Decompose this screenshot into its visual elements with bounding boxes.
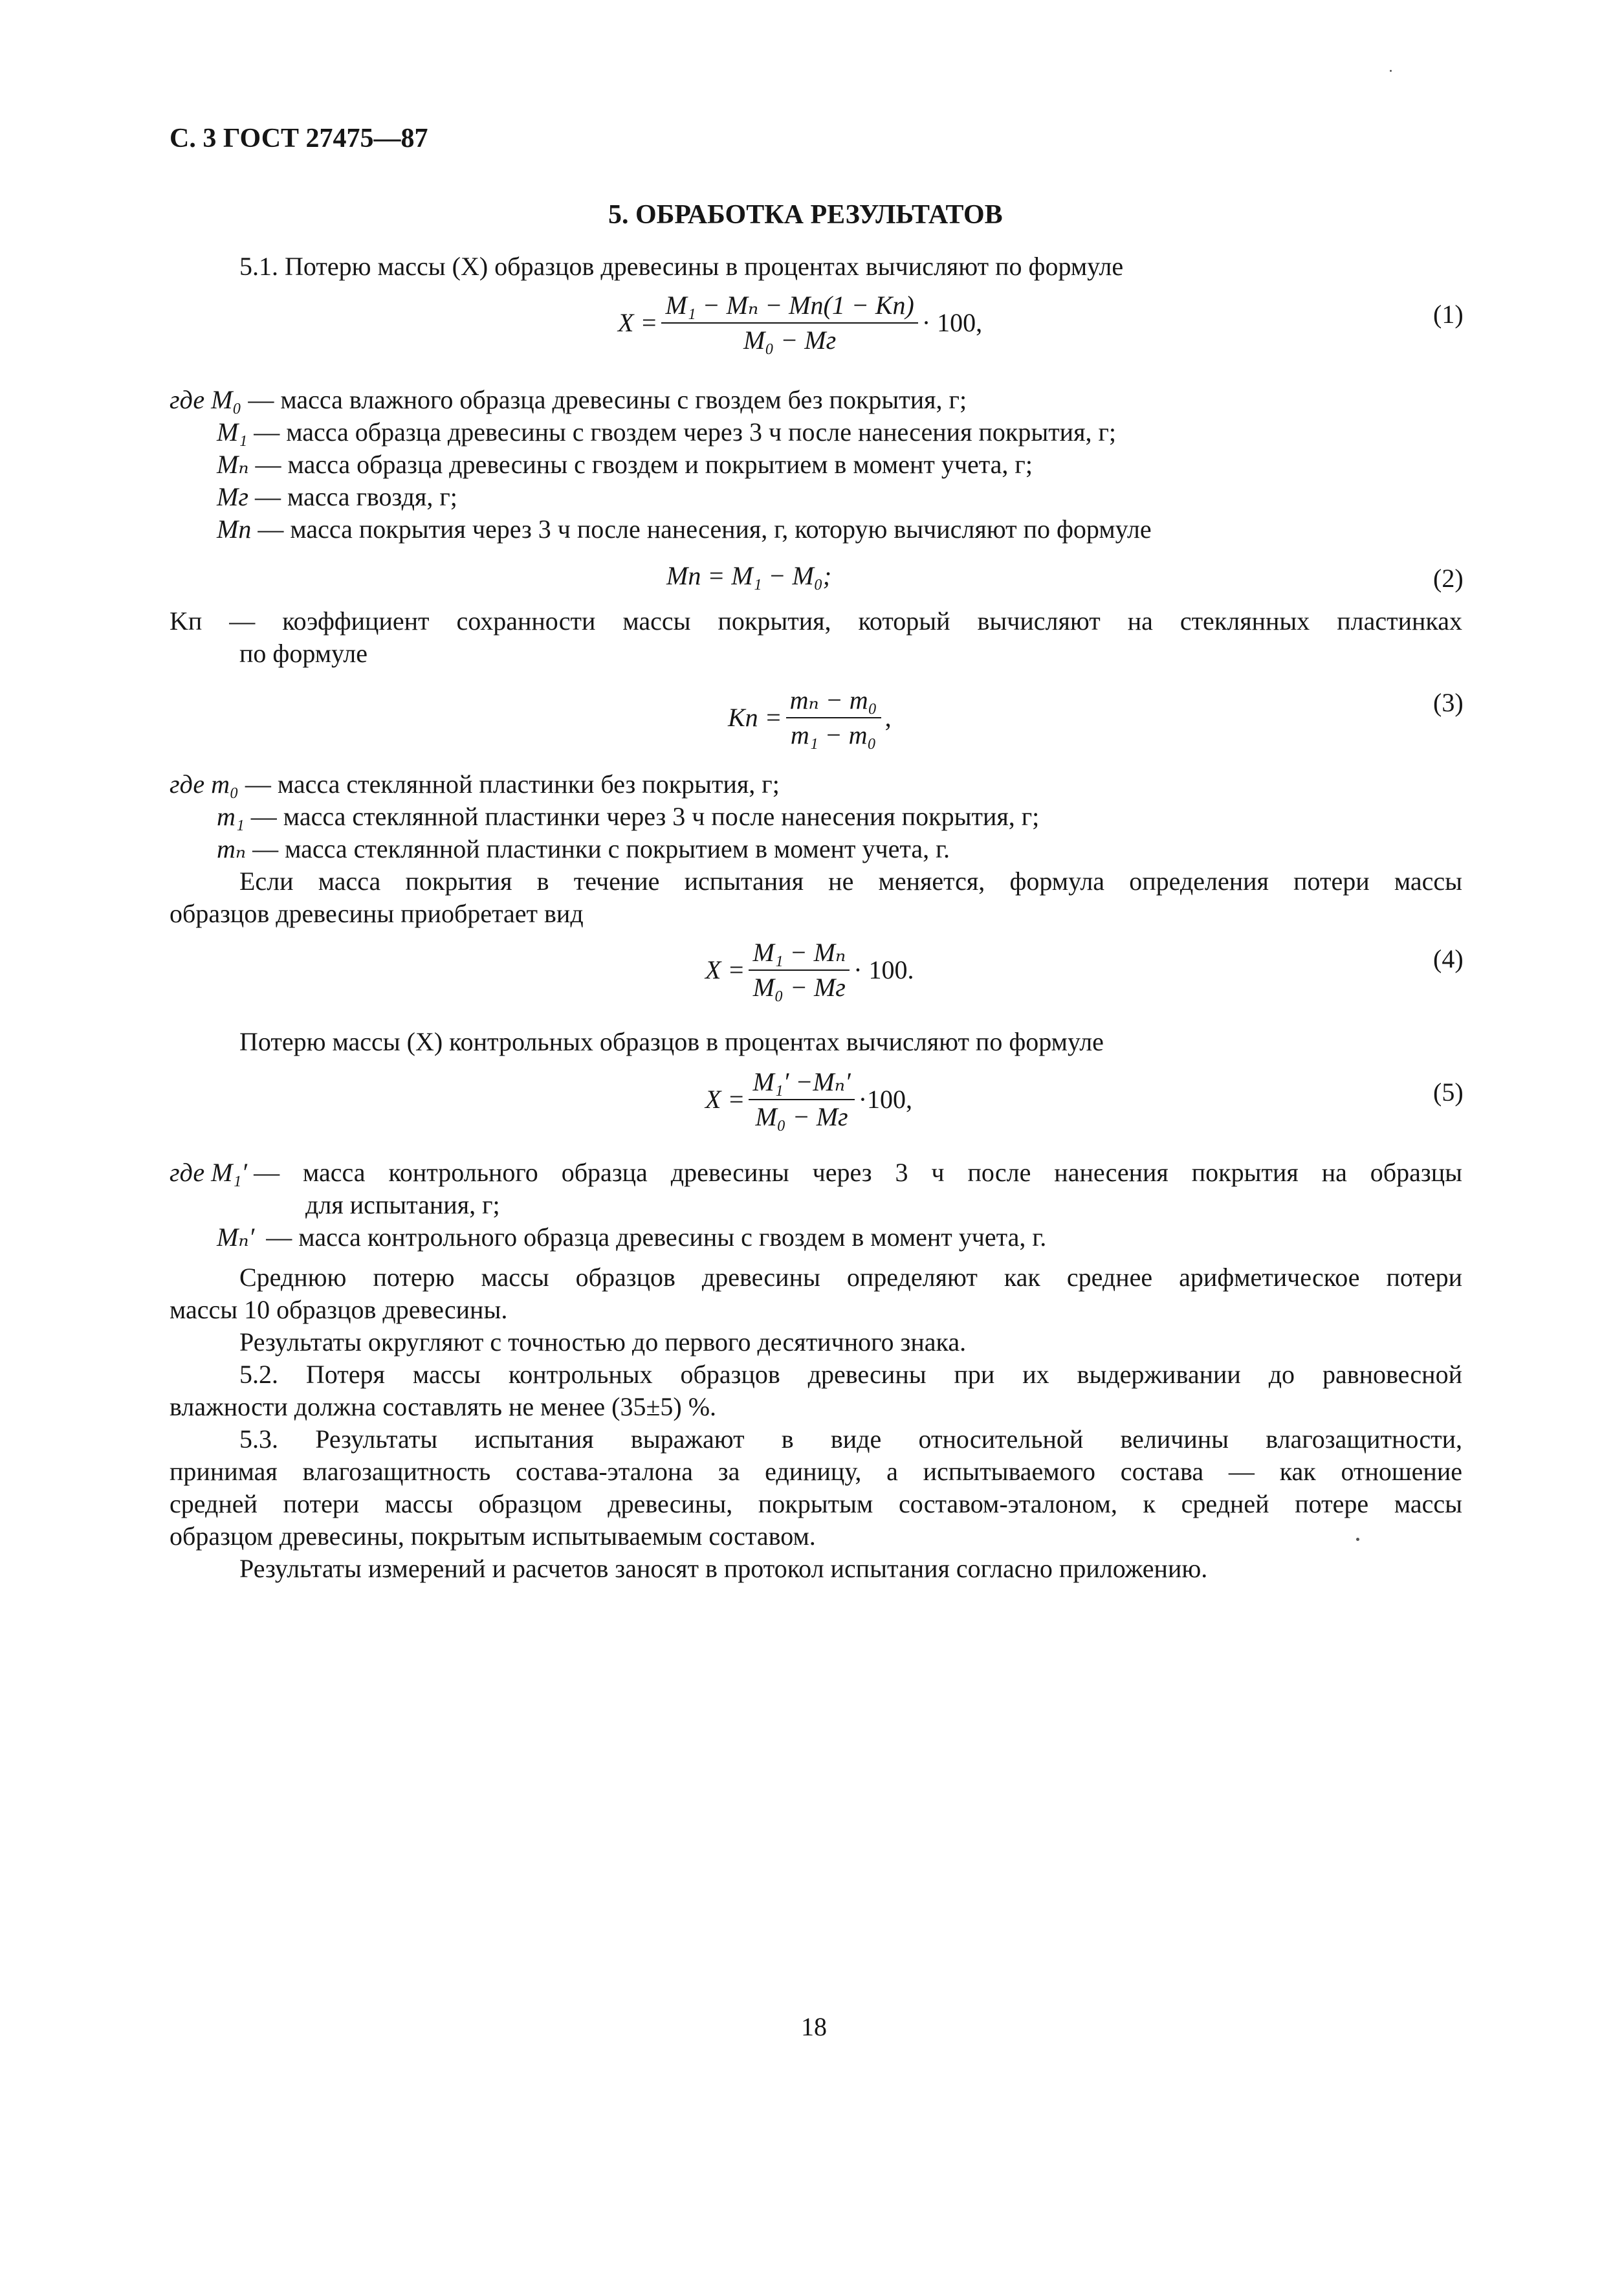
definition-m0-glass xyxy=(170,769,780,800)
running-head: С. 3 ГОСТ 27475—87 xyxy=(170,124,428,153)
equation-3-numerator: mₙ − m₀ xyxy=(786,686,881,718)
equation-1 xyxy=(618,291,982,355)
equation-5 xyxy=(705,1068,912,1131)
definition-text: — масса покрытия через 3 ч после нанесения, г, которую вычисляют по формуле xyxy=(258,515,1152,544)
paragraph-average-line-1: Среднюю потерю массы образцов древесины определяют как среднее арифметическое потери xyxy=(239,1263,1462,1292)
definition-text: — масса контрольного образца древесины через 3 ч после нанесения покрытия на образцы xyxy=(254,1158,1462,1187)
equation-4-numerator: M₁ − Mₙ xyxy=(749,938,850,971)
definition-symbol: Mг xyxy=(217,482,248,511)
definition-symbol: Mₙ′ xyxy=(217,1223,255,1252)
equation-1-tail: · 100, xyxy=(921,308,983,337)
definition-mn-prime xyxy=(217,1222,1046,1253)
equation-3 xyxy=(728,686,892,749)
scan-speck xyxy=(1390,70,1392,72)
kp-definition-line-2: по формуле xyxy=(239,639,368,668)
paragraph-protocol: Результаты измерений и расчетов заносят в протокол испытания согласно приложению. xyxy=(239,1554,1208,1583)
equation-3-number: (3) xyxy=(1433,688,1464,717)
definition-symbol: mₙ xyxy=(217,834,247,863)
equation-5-tail: ·100, xyxy=(858,1085,913,1114)
paragraph-5-3-line-3: средней потери массы образцом древесины, покрытым составом-эталоном, к средней потере массы xyxy=(170,1489,1462,1518)
equation-5-denominator: M₀ − Mг xyxy=(755,1102,848,1131)
definition-m1-prime xyxy=(170,1157,1462,1188)
paragraph-if-line-1: Если масса покрытия в течение испытания не меняется, формула определения потери массы xyxy=(239,867,1462,896)
equation-5-lhs: X = xyxy=(705,1085,745,1114)
definition-symbol: где M₀ xyxy=(170,385,242,414)
definition-mg xyxy=(217,482,457,513)
equation-1-numerator: M₁ − Mₙ − Mп(1 − Kп) xyxy=(661,291,917,324)
definition-m1-glass xyxy=(217,801,1039,832)
definition-text: — масса контрольного образца древесины с гвоздем в момент учета, г. xyxy=(266,1223,1047,1252)
equation-1-number: (1) xyxy=(1433,300,1464,329)
definition-text: — масса стеклянной пластинки без покрытия, г; xyxy=(245,770,780,799)
equation-4 xyxy=(705,938,914,1002)
definition-symbol: M₁ xyxy=(217,417,248,447)
scan-speck xyxy=(1356,1538,1359,1541)
equation-4-lhs: X = xyxy=(705,955,745,984)
definition-symbol: Mп xyxy=(217,515,252,544)
definition-mn xyxy=(217,449,1033,480)
definition-m1-prime-cont: для испытания, г; xyxy=(305,1190,500,1219)
section-title: 5. ОБРАБОТКА РЕЗУЛЬТАТОВ xyxy=(608,200,1003,230)
definition-mn-glass xyxy=(217,834,950,865)
equation-3-denominator: m₁ − m₀ xyxy=(790,720,877,749)
definition-m0 xyxy=(170,384,967,415)
equation-1-lhs: X = xyxy=(618,308,658,337)
paragraph-rounding: Результаты округляют с точностью до первого десятичного знака. xyxy=(239,1327,967,1357)
paragraph-5-3-line-1: 5.3. Результаты испытания выражают в виде относительной величины влагозащитности, xyxy=(239,1424,1462,1454)
equation-2-number: (2) xyxy=(1433,564,1464,593)
definition-text: — масса стеклянной пластинки через 3 ч после нанесения покрытия, г; xyxy=(250,802,1040,831)
definition-m1 xyxy=(217,417,1116,448)
paragraph-5-2-line-2: влажности должна составлять не менее (35±5) %. xyxy=(170,1392,717,1421)
definition-symbol: где M₁′ xyxy=(170,1158,248,1187)
paragraph-average-line-2: массы 10 образцов древесины. xyxy=(170,1295,508,1324)
definition-symbol: где m₀ xyxy=(170,770,239,799)
equation-3-tail: , xyxy=(884,703,892,732)
definition-text: — масса образца древесины с гвоздем через 3 ч после нанесения покрытия, г; xyxy=(254,417,1117,447)
definition-text: — масса образца древесины с гвоздем и покрытием в момент учета, г; xyxy=(255,450,1033,479)
equation-1-denominator: M₀ − Mг xyxy=(743,326,837,355)
paragraph-5-2-line-1: 5.2. Потеря массы контрольных образцов древесины при их выдерживании до равновесной xyxy=(239,1360,1462,1389)
paragraph-5-1: 5.1. Потерю массы (X) образцов древесины в процентах вычисляют по формуле xyxy=(239,252,1124,281)
definition-mp xyxy=(217,514,1152,545)
paragraph-5-3-line-2: принимая влагозащитность состава-эталона за единицу, а испытываемого состава — как отношение xyxy=(170,1457,1462,1486)
paragraph-if-line-2: образцов древесины приобретает вид xyxy=(170,899,584,928)
equation-3-lhs: Kп = xyxy=(728,703,782,732)
definition-symbol: m₁ xyxy=(217,802,245,831)
definition-text: — масса гвоздя, г; xyxy=(254,482,457,511)
definition-text: — масса влажного образца древесины с гвоздем без покрытия, г; xyxy=(248,385,967,414)
definition-text: — масса стеклянной пластинки с покрытием в момент учета, г. xyxy=(252,834,950,863)
paragraph-control: Потерю массы (X) контрольных образцов в процентах вычисляют по формуле xyxy=(239,1027,1104,1056)
equation-4-tail: · 100. xyxy=(853,955,914,984)
definition-symbol: Mₙ xyxy=(217,450,249,479)
page-number: 18 xyxy=(801,2012,827,2041)
equation-4-number: (4) xyxy=(1433,944,1464,973)
equation-2: Mп = M₁ − M₀; xyxy=(666,561,832,590)
kp-definition-line-1: Kп — коэффициент сохранности массы покрытия, который вычисляют на стеклянных пластинках xyxy=(170,606,1462,636)
paragraph-5-3-line-4: образцом древесины, покрытым испытываемым составом. xyxy=(170,1522,816,1551)
equation-5-numerator: M₁′ −Mₙ′ xyxy=(749,1068,854,1100)
equation-4-denominator: M₀ − Mг xyxy=(752,973,846,1002)
equation-5-number: (5) xyxy=(1433,1078,1464,1107)
